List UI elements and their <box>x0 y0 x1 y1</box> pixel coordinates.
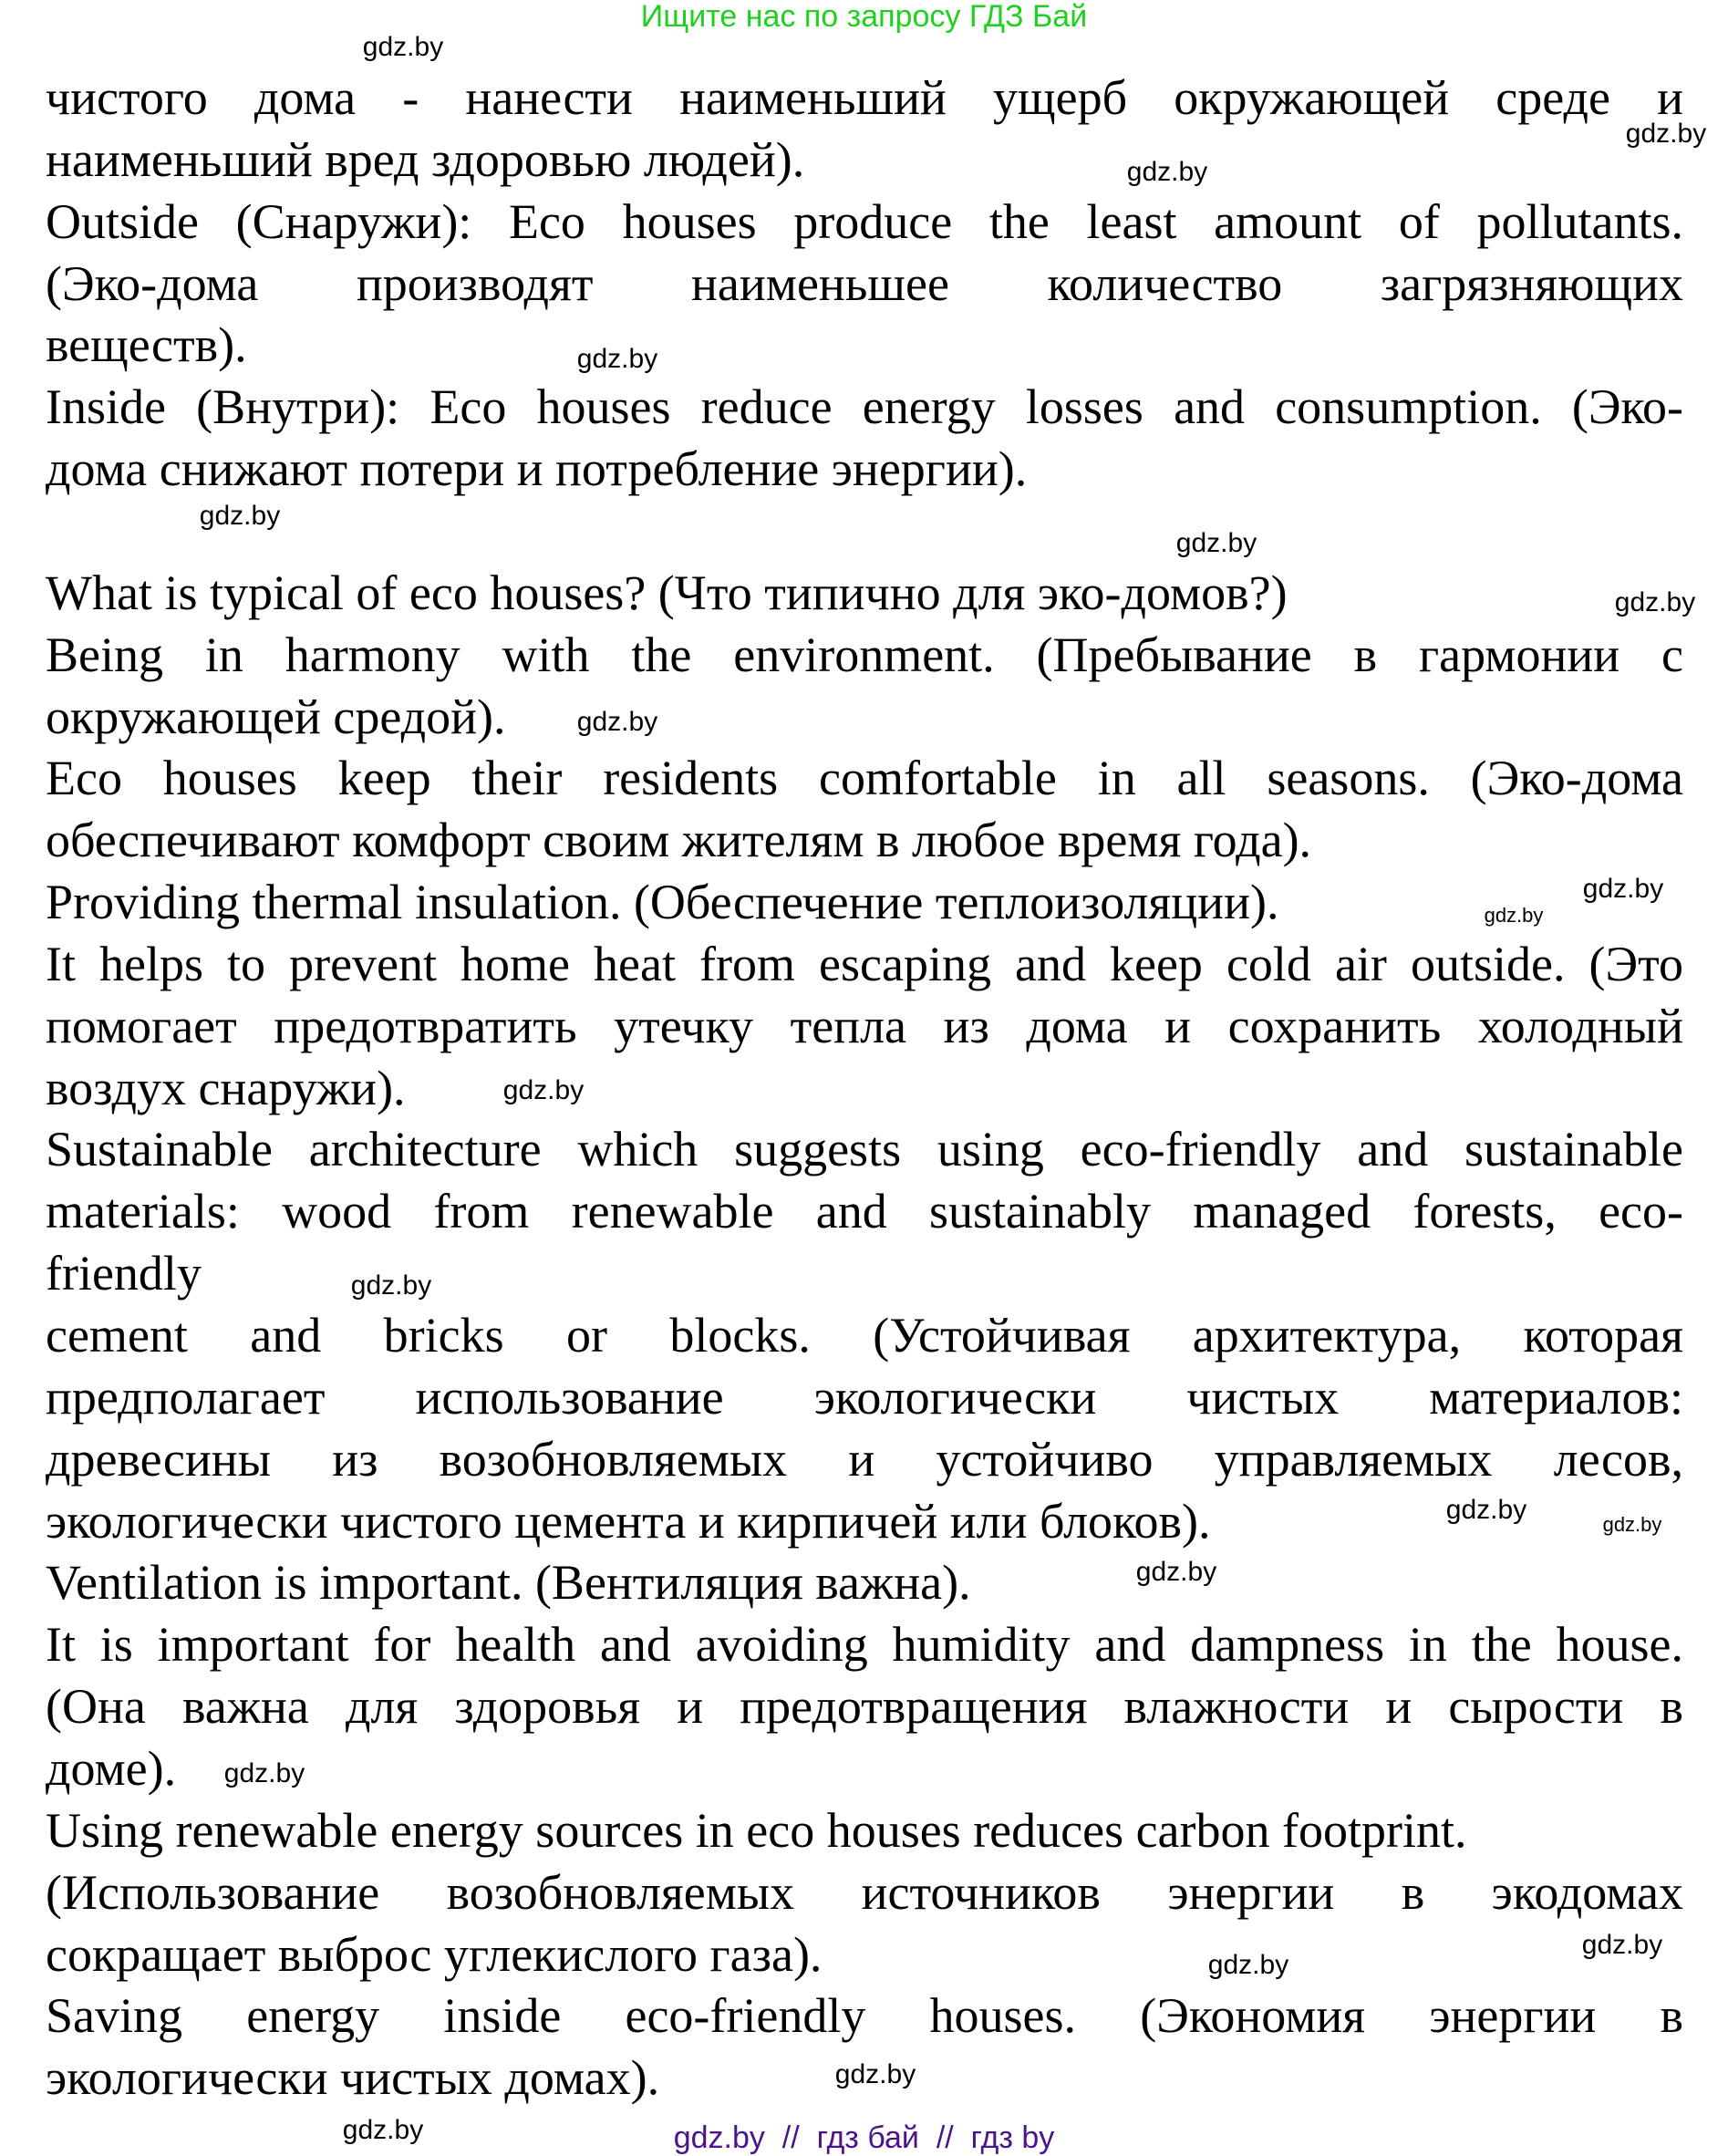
watermark: gdz.by <box>1175 528 1257 558</box>
watermark: gdz.by <box>1445 1495 1527 1525</box>
watermark: gdz.by <box>1126 157 1208 187</box>
text-line: сокращает выброс углекислого газа). <box>46 1926 823 1982</box>
text-line: экологически чистого цемента и кирпичей или блоков). <box>46 1493 1211 1549</box>
text-line: Using renewable energy sources in eco houses reduces carbon footprint. <box>46 1802 1467 1858</box>
text-line: cement and bricks or blocks. (Устойчивая архитектура, которая <box>46 1308 1683 1363</box>
text-line: наименьший вред здоровью людей). <box>46 131 805 187</box>
text-line: воздух снаружи). <box>46 1060 406 1115</box>
text-line: (Использование возобновляемых источников энергии в экодомах <box>46 1864 1683 1920</box>
text-line: обеспечивают комфорт своим жителям в любое время года). <box>46 813 1312 868</box>
text-line: Providing thermal insulation. (Обеспечение теплоизоляции). <box>46 875 1279 930</box>
text-line: чистого дома - нанести наименьший ущерб окружающей среде и <box>46 70 1683 125</box>
watermark: gdz.by <box>502 1075 585 1105</box>
text-line: What is typical of eco houses? (Что типично для эко-домов?) <box>46 565 1288 620</box>
text-line: экологически чистых домах). <box>46 2050 660 2106</box>
text-line: Ventilation is important. (Вентиляция важна). <box>46 1555 971 1611</box>
watermark: gdz.by <box>834 2059 916 2089</box>
watermark: gdz.by <box>1581 1930 1663 1960</box>
watermark: gdz.by <box>1614 587 1696 617</box>
text-line: It is important for health and avoiding humidity and dampness in the house. <box>46 1617 1683 1673</box>
watermark: gdz.by <box>1135 1557 1217 1587</box>
watermark: gdz.by <box>1602 1513 1662 1536</box>
watermark: gdz.by <box>199 501 281 531</box>
text-line: Saving energy inside eco-friendly houses. (Экономия энергии в <box>46 1988 1683 2044</box>
site-footer: gdz.by // гдз бай // гдз by <box>673 2120 1055 2155</box>
search-hint-header: Ищите нас по запросу ГДЗ Бай <box>640 0 1088 34</box>
text-line: помогает предотвратить утечку тепла из дома и сохранить холодный <box>46 998 1683 1053</box>
text-line: (Эко-дома производят наименьшее количество загрязняющих <box>46 255 1683 311</box>
text-line: Inside (Внутри): Eco houses reduce energy losses and consumption. (Эко- <box>46 379 1683 435</box>
text-line: Eco houses keep their residents comfortable in all seasons. (Эко-дома <box>46 751 1683 806</box>
watermark: gdz.by <box>350 1270 432 1301</box>
text-line: предполагает использование экологически чистых материалов: <box>46 1369 1683 1425</box>
watermark: gdz.by <box>1484 904 1544 927</box>
watermark: gdz.by <box>362 32 444 62</box>
watermark: gdz.by <box>1207 1950 1289 1980</box>
text-line: Outside (Снаружи): Eco houses produce the least amount of pollutants. <box>46 193 1683 249</box>
watermark: gdz.by <box>1582 874 1664 904</box>
text-line: древесины из возобновляемых и устойчиво управляемых лесов, <box>46 1431 1683 1487</box>
text-line: materials: wood from renewable and sustainably managed forests, eco- <box>46 1184 1683 1239</box>
text-line: окружающей средой). <box>46 689 506 744</box>
text-line: доме). <box>46 1740 177 1796</box>
watermark: gdz.by <box>223 1758 305 1788</box>
text-line: веществ). <box>46 317 247 373</box>
text-line: friendly <box>46 1246 202 1301</box>
watermark: gdz.by <box>1625 119 1707 149</box>
text-line: Sustainable architecture which suggests using eco-friendly and sustainable <box>46 1122 1683 1177</box>
watermark: gdz.by <box>576 707 658 737</box>
watermark: gdz.by <box>576 344 658 374</box>
watermark: gdz.by <box>342 2115 424 2145</box>
text-line: дома снижают потери и потребление энергии). <box>46 441 1028 497</box>
text-line: It helps to prevent home heat from escaping and keep cold air outside. (Это <box>46 936 1683 991</box>
text-line: (Она важна для здоровья и предотвращения влажности и сырости в <box>46 1679 1683 1735</box>
text-line: Being in harmony with the environment. (Пребывание в гармонии с <box>46 627 1683 682</box>
